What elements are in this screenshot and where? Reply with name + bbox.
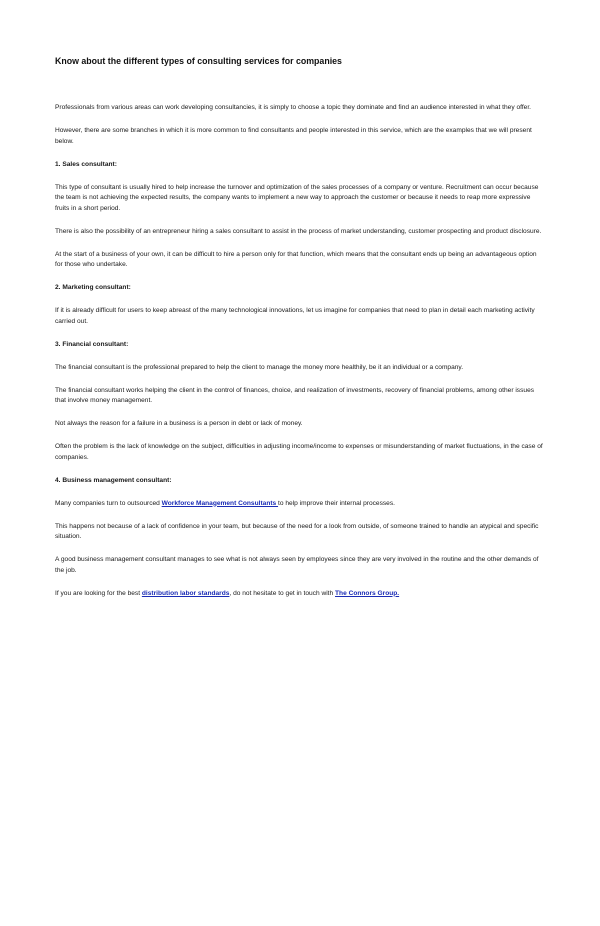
marketing-paragraph-1: If it is already difficult for users to keep abreast of the many technological innovations, let us imagine for companies that need to plan in detail each marketing activity carried out. (55, 307, 535, 325)
financial-paragraph-2: The financial consultant works helping the client in the control of finances, choice, and realization of investments, recovery of financial problems, among other issues that involve money management. (55, 386, 535, 404)
business-p4-text-middle: , do not hesitate to get in touch with (229, 589, 336, 597)
business-p1-text-after: to help improve their internal processes. (278, 499, 395, 507)
document-page (55, 56, 545, 612)
section-heading-marketing: 2. Marketing consultant: (55, 284, 131, 291)
business-paragraph-2: This happens not because of a lack of confidence in your team, but because of the need for a look from outside, of someone trained to handle an atypical and specific situation. (55, 522, 539, 540)
section-heading-business-management: 4. Business management consultant: (55, 476, 172, 484)
sales-paragraph-3: At the start of a business of your own, it can be difficult to hire a person only for that function, which means that the consultant ends up being an advantageous option for those who undertake. (55, 250, 537, 268)
section-heading-sales: 1. Sales consultant: (55, 160, 117, 168)
business-paragraph-1 (55, 499, 545, 510)
business-p1-text-before: Many companies turn to outsourced (55, 499, 162, 507)
sales-paragraph-2: There is also the possibility of an entrepreneur hiring a sales consultant to assist in the process of market understanding, customer prospecting and product disclosure. (55, 227, 542, 235)
intro-paragraph-1: Professionals from various areas can work developing consultancies, it is simply to choose a topic they dominate and find an audience interested in what they offer. (55, 104, 531, 111)
business-paragraph-3: A good business management consultant manages to see what is not always seen by employees since they are very involved in the routine and the other demands of the job. (55, 556, 539, 574)
connors-group-link[interactable]: The Connors Group. (335, 589, 400, 597)
sales-paragraph-1: This type of consultant is usually hired to help increase the turnover and optimization of the sales processes of a company or venture. Recruitment can occur because the team is not achieving the expected results, the company wants to implement a new way to approach the customer or because it needs to reap more expressive fruits in a short period. (55, 183, 539, 212)
business-p4-text-before: If you are looking for the best (55, 589, 142, 597)
financial-paragraph-4: Often the problem is the lack of knowledge on the subject, difficulties in adjusting income/income to expenses or misunderstanding of market fluctuations, in the case of companies. (55, 443, 543, 461)
page-title: Know about the different types of consulting services for companies (55, 56, 342, 66)
financial-paragraph-3: Not always the reason for a failure in a business is a person in debt or lack of money. (55, 420, 303, 427)
section-heading-financial: 3. Financial consultant: (55, 340, 129, 348)
business-paragraph-4 (55, 589, 545, 600)
financial-paragraph-1: The financial consultant is the professional prepared to help the client to manage the money more healthily, be it an individual or a company. (55, 363, 464, 371)
distribution-labor-standards-link[interactable]: distribution labor standards (141, 589, 230, 597)
workforce-management-link[interactable]: Workforce Management Consultants (161, 499, 279, 507)
intro-paragraph-2: However, there are some branches in which it is more common to find consultants and people interested in this service, which are the examples that we will present below. (55, 127, 532, 145)
